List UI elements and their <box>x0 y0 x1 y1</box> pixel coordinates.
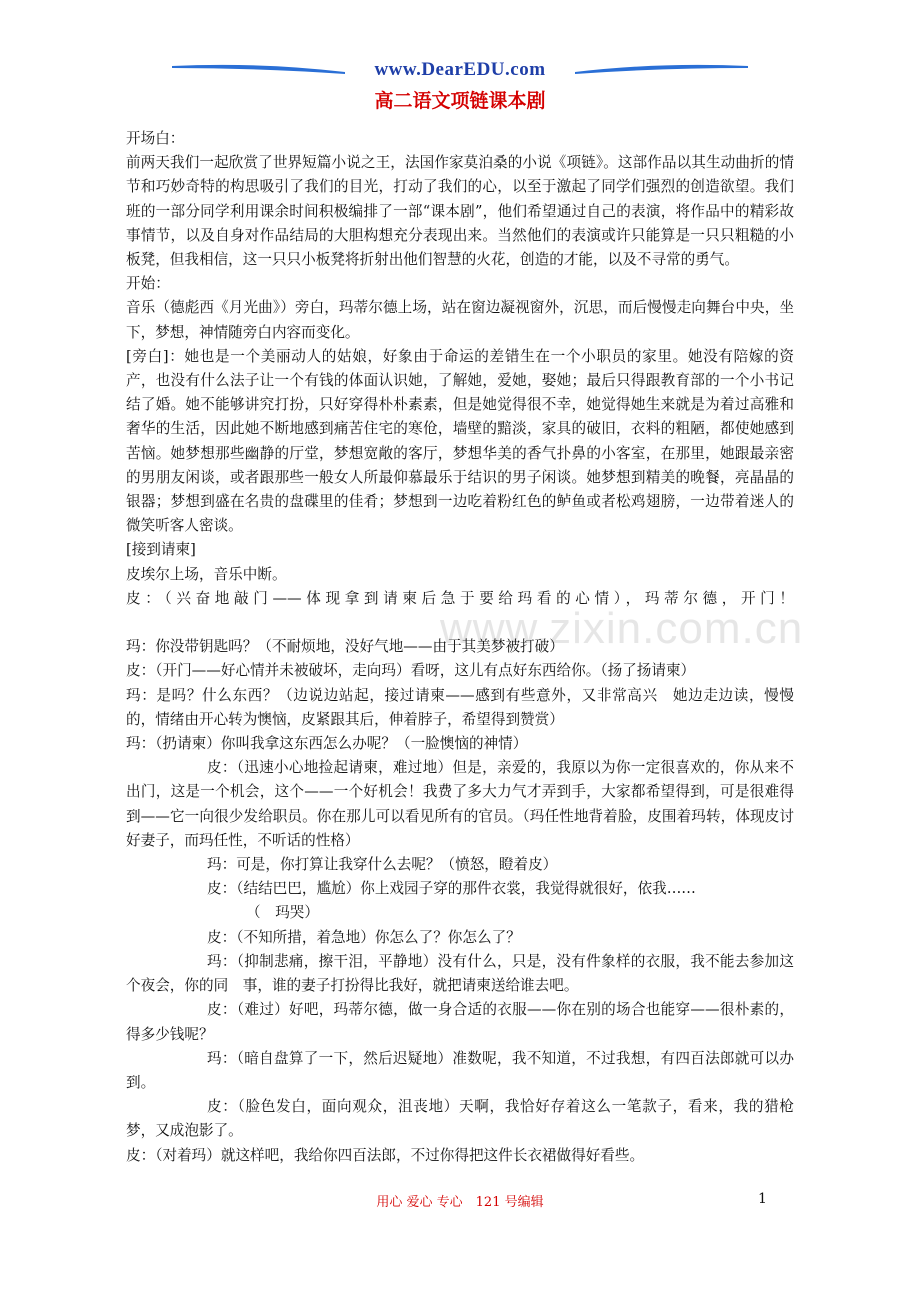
paragraph: 玛：可是，你打算让我穿什么去呢？（愤怒，瞪着皮） <box>207 856 558 874</box>
paragraph: 玛：（暗自盘算了一下，然后迟疑地）准数呢，我不知道，不过我想，有四百法郎就可以办到。 <box>126 1049 794 1091</box>
paragraph: [接到请柬] <box>126 541 196 559</box>
paragraph: （ 玛哭） <box>246 904 319 922</box>
site-url: www.DearEDU.com <box>374 59 546 80</box>
paragraph: 皮：（结结巴巴，尴尬）你上戏园子穿的那件衣裳，我觉得就很好，依我…… <box>207 880 696 898</box>
blank-line <box>126 611 794 635</box>
paragraph: 玛：（抑制悲痛，擦干泪，平静地）没有什么，只是，没有件象样的衣服，我不能去参加这个夜会，你的同 事，谁的妻子打扮得比我好，就把请柬送给谁去吧。 <box>126 952 794 995</box>
page-number: 1 <box>758 1191 767 1207</box>
paragraph: 开始： <box>126 275 170 293</box>
watermark: www.zixin.com.cn <box>440 604 804 653</box>
paragraph: 前两天我们一起欣赏了世界短篇小说之王，法国作家莫泊桑的小说《项链》。这部作品以其生动曲折的情节和巧妙奇特的构思吸引了我们的目光，打动了我们的心，以至于激起了同学们强烈的创造欲望。我们班的一部分同学利用课余时间积极编排了一部“课本剧”，他们希望通过自己的表演，将作品中的精彩故事情节，以及自身对作品结局的大胆构想充分表现出来。当然他们的表演或许只能算是一只只粗糙的小板凳，但我相信，这一只只小板凳将折射出他们智慧的火花，创造的才能，以及不寻常的勇气。 <box>126 154 794 269</box>
site-header-banner <box>170 58 750 84</box>
paragraph: 皮：（不知所措，着急地）你怎么了？你怎么了？ <box>207 928 521 946</box>
paragraph: 皮：（难过）好吧，玛蒂尔德，做一身合适的衣服——你在别的场合也能穿——很朴素的，得多少钱呢？ <box>126 1001 794 1043</box>
paragraph: 玛：你没带钥匙吗？（不耐烦地，没好气地——由于其美梦被打破） <box>126 638 564 656</box>
document-body <box>126 127 794 1168</box>
paragraph: 玛：（扔请柬）你叫我拿这东西怎么办呢？（一脸懊恼的神情） <box>126 735 528 753</box>
paragraph: 音乐（德彪西《月光曲》）旁白，玛蒂尔德上场，站在窗边凝视窗外，沉思，而后慢慢走向舞台中央，坐下，梦想，神情随旁白内容而变化。 <box>126 299 794 341</box>
paragraph: 皮：（兴奋地敲门——体现拿到请柬后急于要给玛看的心情），玛蒂尔德，开门！ <box>126 589 794 607</box>
paragraph: 皮：（开门——好心情并未被破坏，走向玛）看呀，这儿有点好东西给你。（扬了扬请柬） <box>126 662 696 680</box>
paragraph: 皮埃尔上场，音乐中断。 <box>126 565 287 583</box>
document-title: 高二语文项链课本剧 <box>374 90 546 112</box>
paragraph: 皮：（迅速小心地捡起请柬，难过地）但是，亲爱的，我原以为你一定很喜欢的，你从来不出门，这是一个机会，这个——一个好机会！我费了多大力气才弄到手，大家都希望得到，可是很难得到——它一向很少发给职员。你在那儿可以看见所有的官员。（玛任性地背着脸，皮围着玛转，体现皮讨好妻子，而玛任性，不听话的性格） <box>126 759 794 849</box>
paragraph: 玛：是吗？什么东西？（边说边站起，接过请柬——感到有些意外，又非常高兴 她边走边读，慢慢的，情绪由开心转为懊恼，皮紧跟其后，伸着脖子，希望得到赞赏） <box>126 686 794 728</box>
paragraph: [旁白]：她也是一个美丽动人的姑娘，好象由于命运的差错生在一个小职员的家里。她没有陪嫁的资产，也没有什么法子让一个有钱的体面认识她，了解她，爱她，娶她；最后只得跟教育部的一个小书记结了婚。她不能够讲究打扮，只好穿得朴朴素素，但是她觉得很不幸，她觉得她生来就是为着过高雅和奢华的生活，因此她不断地感到痛苦住宅的寒伧，墙壁的黯淡，家具的破旧，衣料的粗陋，都使她感到苦恼。她梦想那些幽静的厅堂，梦想宽敞的客厅，梦想华美的香气扑鼻的小客室，在那里，她跟最亲密的男朋友闲谈，或者跟那些一般女人所最仰慕最乐于结识的男子闲谈。她梦想到精美的晚餐，亮晶晶的银器；梦想到盛在名贵的盘碟里的佳肴；梦想到一边吃着粉红色的鲈鱼或者松鸡翅膀，一边带着迷人的微笑听客人密谈。 <box>126 347 794 535</box>
paragraph: 皮：（对着玛）就这样吧，我给你四百法郎，不过你得把这件长衣裙做得好看些。 <box>126 1146 645 1164</box>
footer-note: 用心 爱心 专心 121 号编辑 <box>376 1195 544 1210</box>
paragraph: 皮：（脸色发白，面向观众，沮丧地）天啊，我恰好存着这么一笔款子，看来，我的猎枪梦，又成泡影了。 <box>126 1098 794 1140</box>
paragraph: 开场白： <box>126 130 185 147</box>
